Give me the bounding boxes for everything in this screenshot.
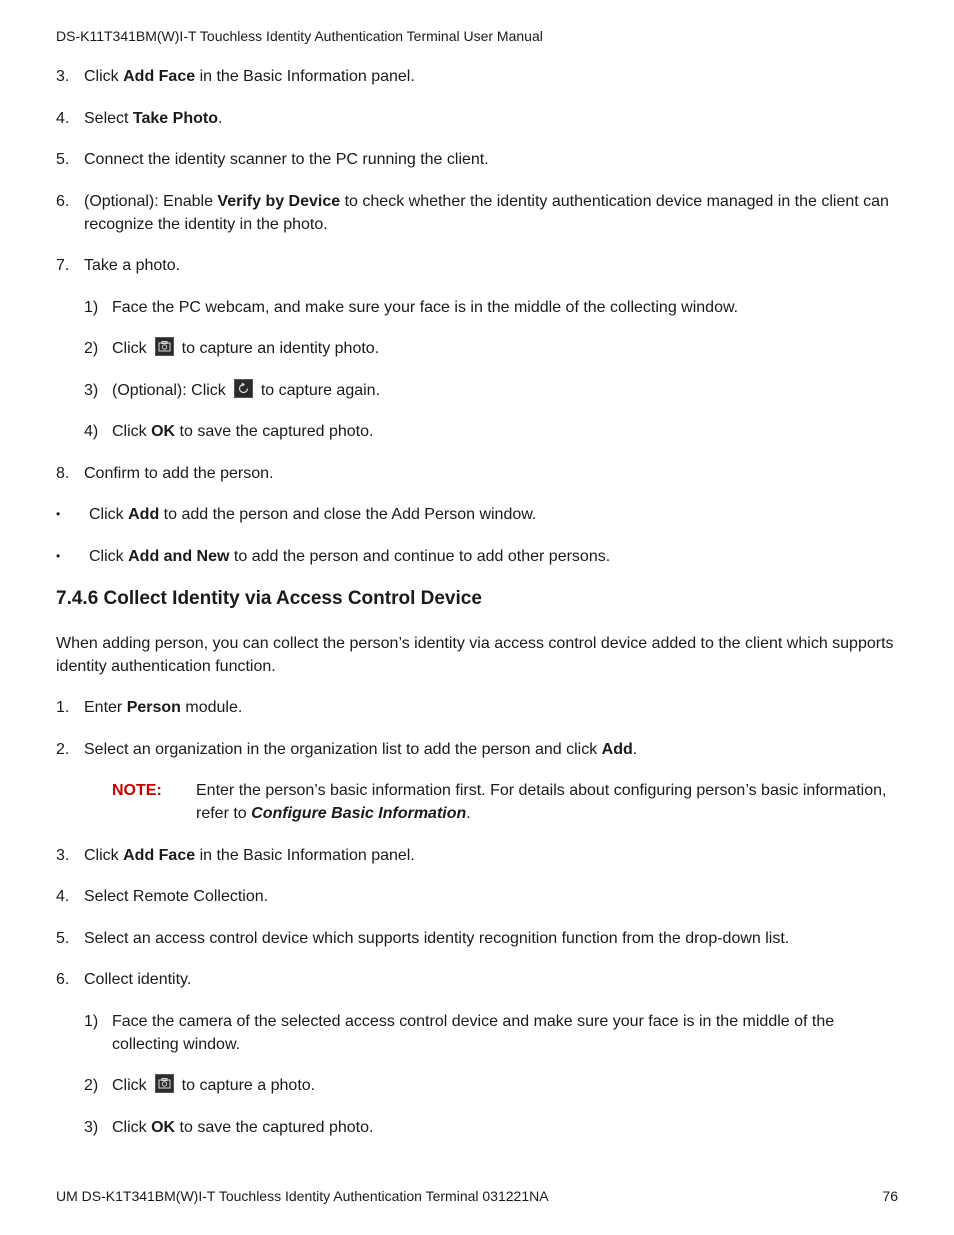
recapture-icon xyxy=(234,379,253,398)
note-text: Enter the person’s basic information first. For details about configuring person’s basic information, refer to Configure Basic Information. xyxy=(196,782,887,822)
page-footer: UM DS-K1T341BM(W)I-T Touchless Identity Authentication Terminal 031221NA xyxy=(56,1188,549,1204)
section-intro: When adding person, you can collect the person’s identity via access control device added to the client which supports identity authentication function. xyxy=(56,635,894,675)
section-heading: 7.4.6 Collect Identity via Access Control Device xyxy=(56,588,482,609)
page-number: 76 xyxy=(882,1188,898,1204)
camera-icon xyxy=(155,1074,174,1093)
note-label: NOTE: xyxy=(112,782,162,799)
camera-icon xyxy=(155,337,174,356)
page-header: DS-K11T341BM(W)I-T Touchless Identity Authentication Terminal User Manual xyxy=(56,28,543,44)
substep-b6-1: 1) Face the camera of the selected access control device and make sure your face is in the middle of the collecting window. xyxy=(84,1013,835,1053)
step-6-verify-by-device: 6. (Optional): Enable Verify by Device to check whether the identity authentication device managed in the client can recognize the identity in the photo. xyxy=(56,193,889,233)
